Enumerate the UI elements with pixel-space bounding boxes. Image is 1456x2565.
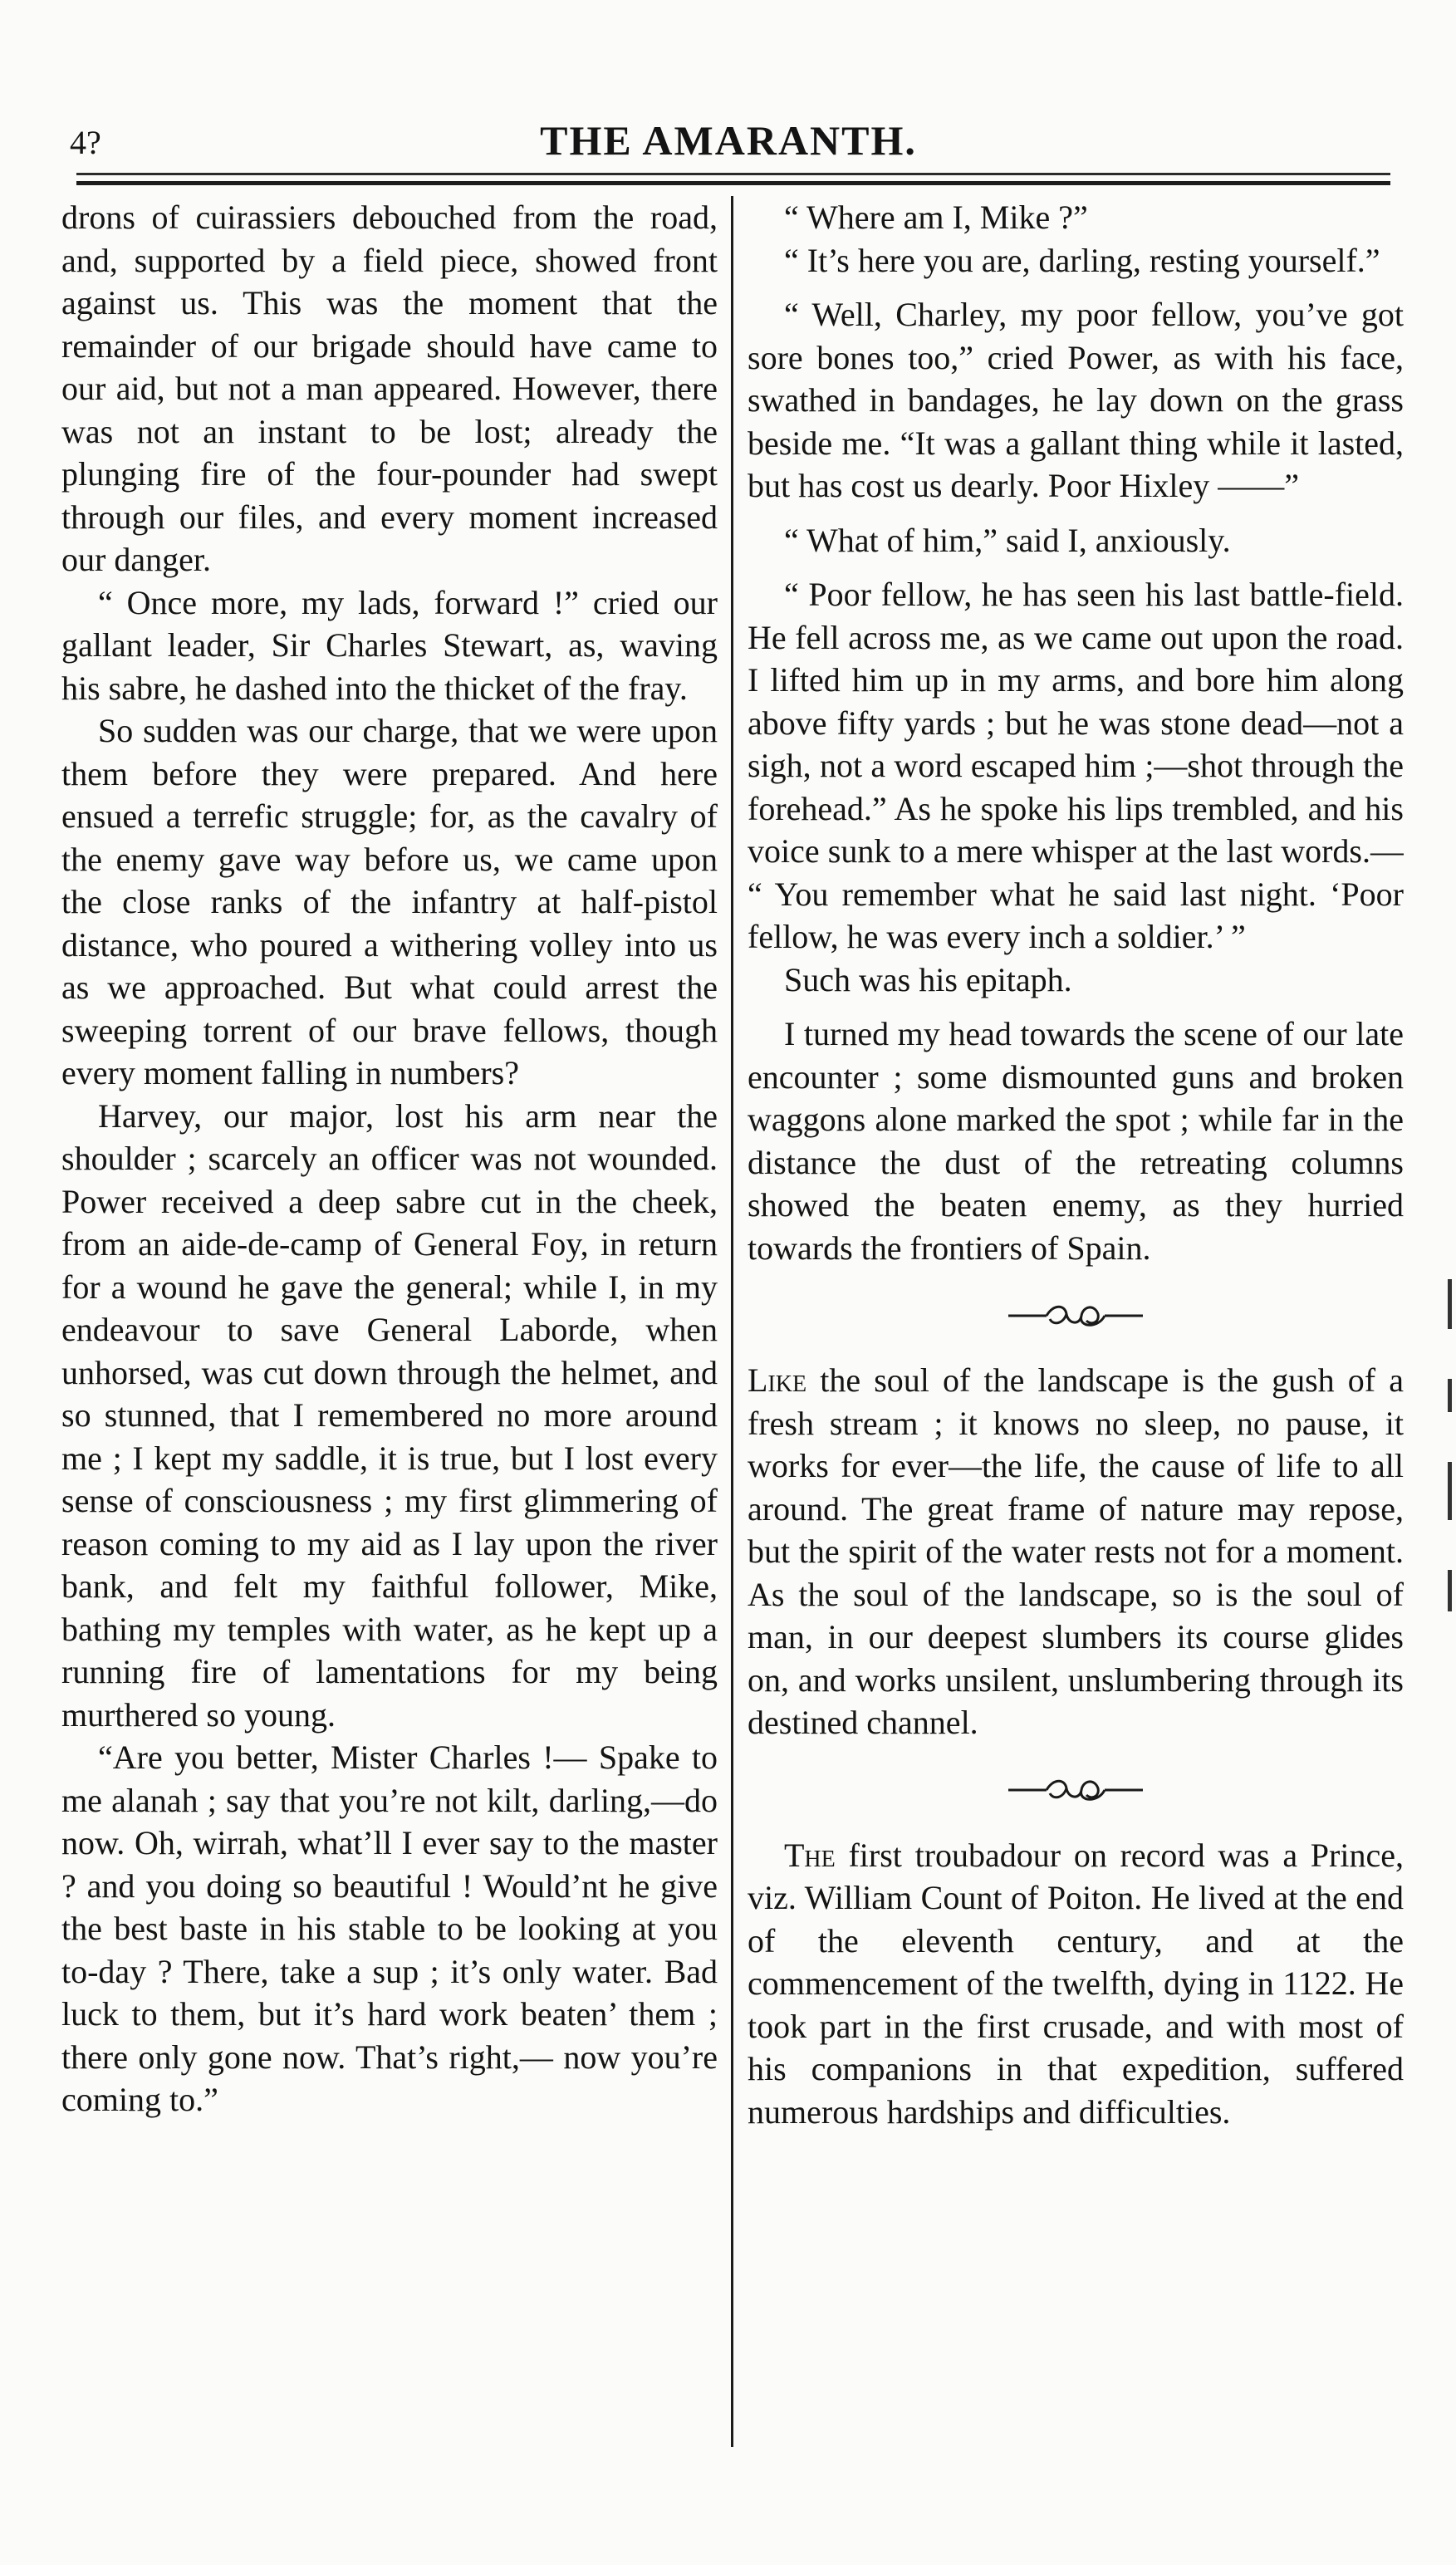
article-lead: The: [784, 1836, 836, 1874]
header-rule-thin: [76, 173, 1390, 175]
header-rule-thick: [76, 181, 1390, 185]
left-column: [61, 196, 718, 2447]
article-lead: Like: [748, 1361, 807, 1399]
article-text: first troubadour on record was a Prince, viz. William Count of Poiton. He lived at the end of the eleventh century, and at the commencement of the twelfth, dying in 1122. He took part in the first crusade, and with most of his companions in that expedition, suffered numerous hardships and difficulties.: [748, 1836, 1404, 2131]
flourish-ornament-icon: [748, 1287, 1404, 1337]
column-divider: [731, 196, 733, 2447]
paragraph: “ Where am I, Mike ?”: [784, 199, 1088, 236]
article-text: the soul of the landscape is the gush of a fresh stream ; it knows no sleep, no pause, it works for ever—the life, the cause of life to all around. The great frame of nature may repose, but the spirit of the water rests not for a moment. As the soul of the landscape, so is the soul of man, in our deepest slumbers its course glides on, and works unsilent, unslumbering through its destined channel.: [748, 1361, 1404, 1741]
paragraph: “ What of him,” said I, anxiously.: [784, 521, 1231, 559]
paragraph: Harvey, our major, lost his arm near the shoulder ; scarcely an officer was not wounded. Power received a deep sabre cut in the cheek, from an aide-de-camp of General Foy, in return for a wound he gave the general; while I, in my endeavour to save General Laborde, when unhorsed, was cut down through the helmet, and so stunned, that I remembered no more around me ; I kept my saddle, it is true, but I lost every sense of consciousness ; my first glimmering of reason coming to my aid as I lay upon the river bank, and felt my faithful follower, Mike, bathing my temples with water, as he kept up a running fire of lamentations for my being murthered so young.: [61, 1096, 718, 1734]
page-number: 4?: [70, 124, 101, 161]
paragraph: I turned my head towards the scene of our late encounter ; some dismounted guns and broken waggons alone marked the spot ; while far in the distance the dust of the retreating columns showed the beaten enemy, as they hurried towards the frontiers of Spain.: [748, 1015, 1404, 1267]
paragraph: “ Well, Charley, my poor fellow, you’ve got sore bones too,” cried Power, as with his face, swathed in bandages, he lay down on the grass beside me. “It was a gallant thing while it lasted, but has cost us dearly. Poor Hixley ——”: [748, 296, 1404, 504]
paragraph: Such was his epitaph.: [784, 960, 1072, 998]
page-header: [70, 116, 1387, 166]
flourish-ornament-icon: [748, 1763, 1404, 1812]
right-column: [748, 196, 1404, 2447]
paragraph: So sudden was our charge, that we were upon them before they were prepared. And here ensued a terrefic struggle; for, as the cavalry of the enemy gave way before us, we came upon the close ranks of the infantry at half-pistol distance, who poured a withering volley into us as we approached. But what could arrest the sweeping torrent of our brave fellows, though every moment falling in numbers?: [61, 712, 718, 1091]
paragraph: “ It’s here you are, darling, resting yourself.”: [784, 241, 1380, 279]
paragraph: drons of cuirassiers debouched from the road, and, supported by a field piece, showed front against us. This was the moment that the remainder of our brigade should have came to our aid, but not a man appeared. However, there was not an instant to be lost; already the plunging fire of the four-pounder had swept through our files, and every moment increased our danger.: [61, 199, 718, 578]
page-edge-marks: [1448, 1279, 1456, 1661]
paragraph: “ Poor fellow, he has seen his last battle-field. He fell across me, as we came out upon the road. I lifted him up in my arms, and bore him along above fifty yards ; but he was stone dead—not a sigh, not a word escaped him ;—shot through the forehead.” As he spoke his lips trembled, and his voice sunk to a mere whisper at the last words.— “ You remember what he said last night. ‘Poor fellow, he was every inch a soldier.’ ”: [748, 576, 1404, 955]
running-title: THE AMARANTH.: [540, 117, 917, 164]
paragraph: “Are you better, Mister Charles !— Spake to me alanah ; say that you’re not kilt, darling,—do now. Oh, wirrah, what’ll I ever say to the master ? and you doing so beautiful ! Would’nt he give the best baste in his stable to be looking at you to-day ? There, take a sup ; it’s only water. Bad luck to them, but it’s hard work beaten’ them ; there only gone now. That’s right,— now you’re coming to.”: [61, 1739, 718, 2118]
article-paragraph: [748, 1834, 1404, 2134]
paragraph: “ Once more, my lads, forward !” cried our gallant leader, Sir Charles Stewart, as, waving his sabre, he dashed into the thicket of the fray.: [61, 583, 718, 707]
article-paragraph: [748, 1359, 1404, 1744]
